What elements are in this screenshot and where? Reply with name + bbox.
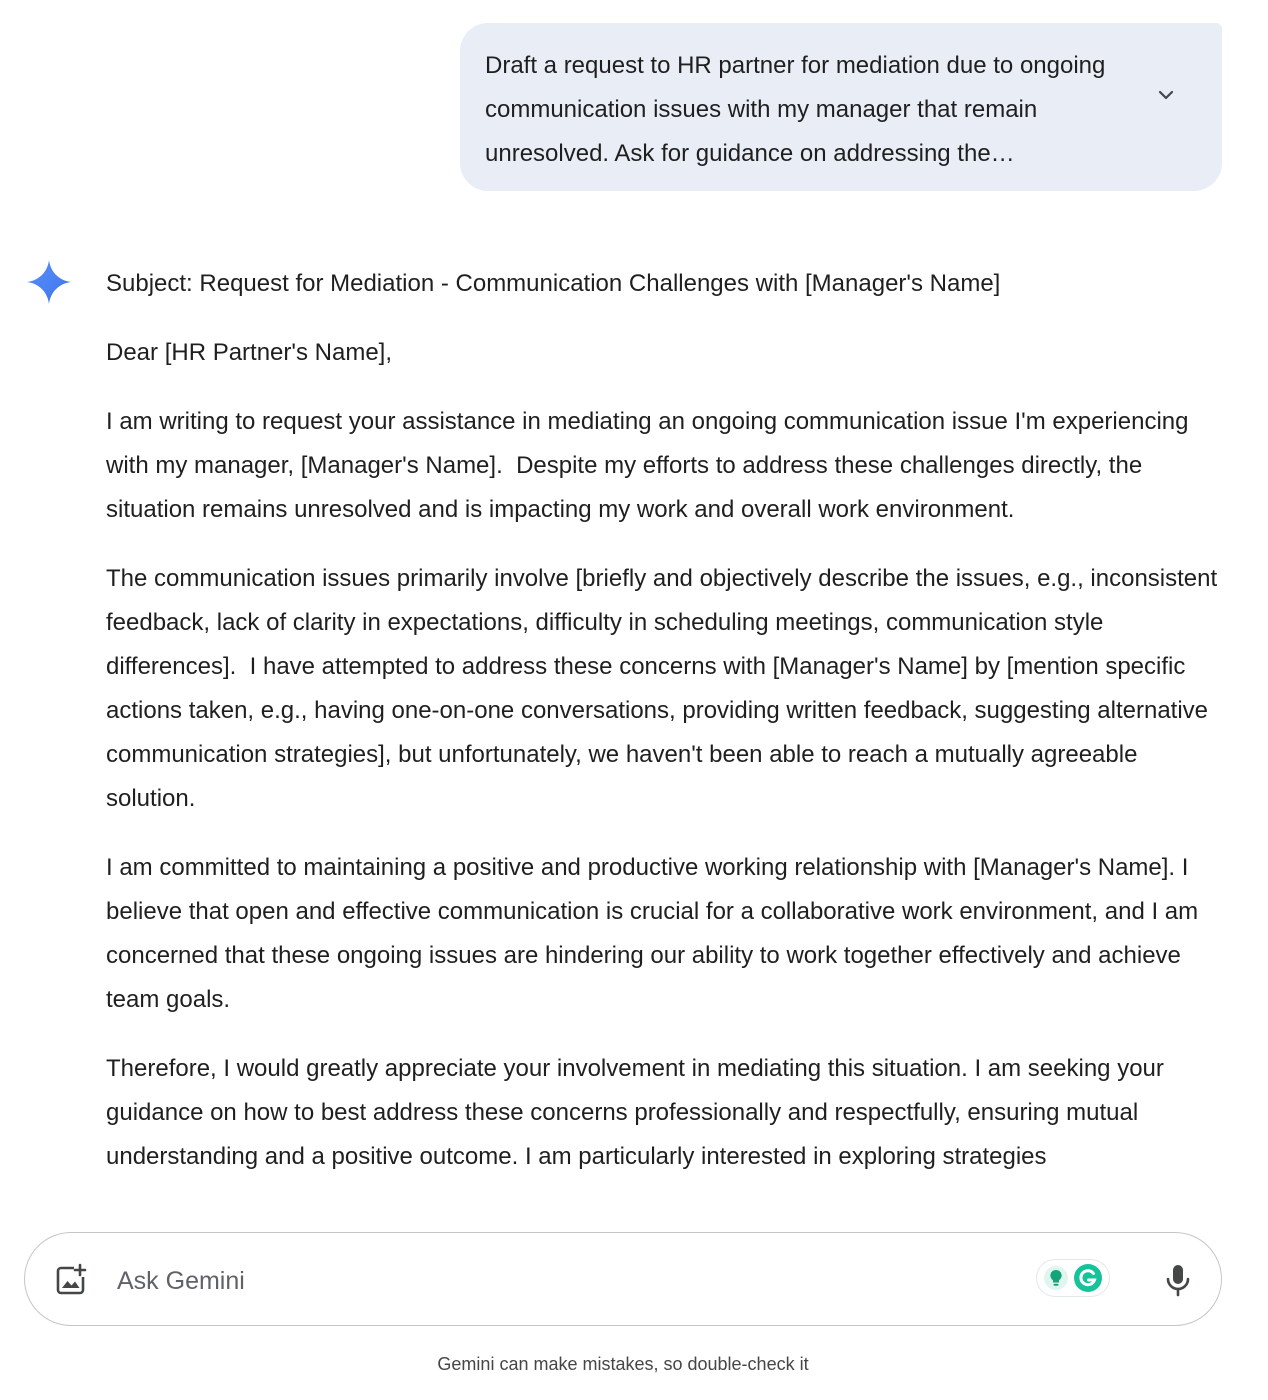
disclaimer-text: Gemini can make mistakes, so double-check it: [437, 1354, 809, 1374]
add-image-button[interactable]: [53, 1262, 89, 1298]
response-paragraph: I am writing to request your assistance in mediating an ongoing communication issue I'm experiencing with my manager, [Manager's Name]. Despite my efforts to address these challenges directly, the situation remains unresolved and is impacting my work and overall work environment.: [106, 408, 1196, 523]
user-prompt-bubble: [460, 23, 1222, 191]
microphone-button[interactable]: [1161, 1262, 1195, 1298]
gemini-sparkle-icon: [26, 259, 72, 305]
response-subject: Subject: Request for Mediation - Communication Challenges with [Manager's Name]: [106, 270, 1001, 297]
response-paragraph: I am committed to maintaining a positive and productive working relationship with [Manager's Name]. I believe that open and effective communication is crucial for a collaborative work environment, and I am concerned that these ongoing issues are hindering our ability to work together effectively and achieve team goals.: [106, 854, 1205, 1013]
prompt-input-bar: [24, 1232, 1222, 1326]
extension-icons: [1037, 1260, 1109, 1296]
grammarly-icon[interactable]: [1073, 1263, 1103, 1293]
microphone-icon: [1161, 1262, 1195, 1298]
lightbulb-icon[interactable]: [1043, 1265, 1069, 1291]
chevron-down-icon: [1156, 85, 1176, 105]
add-image-icon: [53, 1262, 89, 1298]
scroll-fade-overlay: [0, 1170, 1268, 1230]
expand-prompt-button[interactable]: [1154, 83, 1178, 107]
model-response: [106, 262, 1226, 1222]
response-greeting: Dear [HR Partner's Name],: [106, 339, 392, 366]
response-paragraph: Therefore, I would greatly appreciate your involvement in mediating this situation. I am seeking your guidance on how to best address these concerns professionally and respectfully, ensuring mutual understanding and a positive outcome. I am particularly interested in exploring strategies: [106, 1055, 1171, 1170]
response-paragraph: The communication issues primarily involve [briefly and objectively describe the issues, e.g., inconsistent feedback, lack of clarity in expectations, difficulty in scheduling meetings, communication style differences]. I have attempted to address these concerns with [Manager's Name] by [mention specific actions taken, e.g., having one-on-one conversations, providing written feedback, suggesting alternative communication strategies], but unfortunately, we haven't been able to reach a mutually agreeable solution.: [106, 565, 1224, 812]
user-prompt-text: Draft a request to HR partner for mediation due to ongoing communication issues with my manager that remain unresolved. Ask for guidance on addressing the…: [485, 52, 1106, 167]
ask-gemini-input[interactable]: [115, 1255, 999, 1307]
